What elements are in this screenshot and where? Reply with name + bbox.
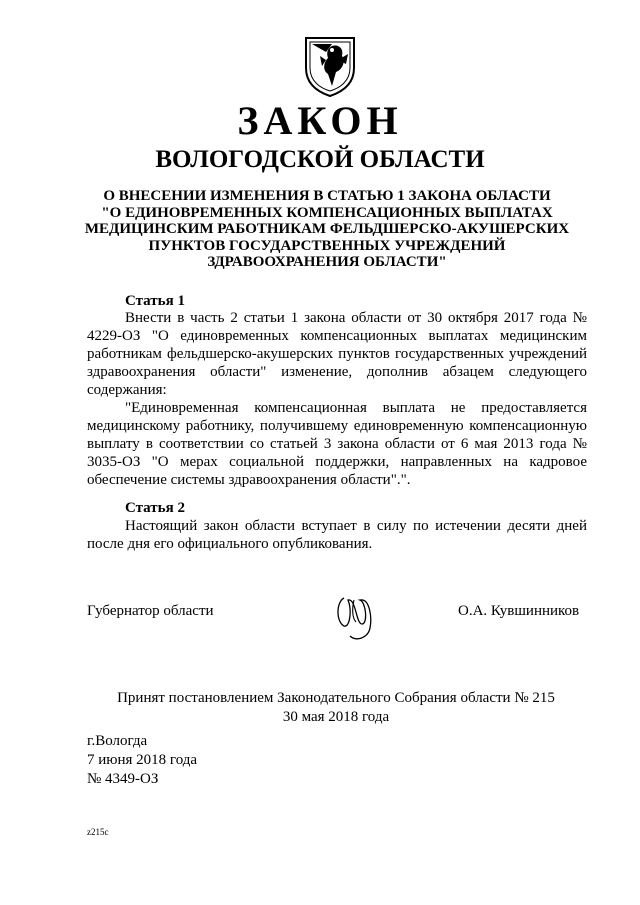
article-2-title: Статья 2 [125, 500, 185, 516]
adoption-note [0, 689, 640, 727]
article-1-paragraph-2: "Единовременная компенсационная выплата не предоставляется медицинскому работнику, получившему единовременную компенсационную выплату в соответствии со статьей 3 закона области от 6 мая 2013 года № 3035-ОЗ "О мерах социальной поддержки, направленных на кадровое обеспечение системы здравоохранения области".". [87, 400, 587, 488]
heading-line: О ВНЕСЕНИИ ИЗМЕНЕНИЯ В СТАТЬЮ 1 ЗАКОНА ОБЛАСТИ [103, 188, 551, 204]
coat-of-arms-icon [302, 34, 358, 98]
heading-line: МЕДИЦИНСКИМ РАБОТНИКАМ ФЕЛЬДШЕРСКО-АКУШЕРСКИХ [84, 221, 570, 237]
heading-line: ПУНКТОВ ГОСУДАРСТВЕННЫХ УЧРЕЖДЕНИЙ [148, 237, 506, 254]
article-1-title: Статья 1 [125, 293, 185, 309]
article-1-paragraph-1: Внести в часть 2 статьи 1 закона области от 30 октября 2017 года № 4229-ОЗ "О единовременных компенсационных выплатах медицинским работникам фельдшерско-акушерских пунктов государственных учреждений здравоохранения области" изменение, дополнив абзацем следующего содержания: [87, 310, 587, 398]
region-title: ВОЛОГОДСКОЙ ОБЛАСТИ [155, 146, 485, 173]
place-and-date [87, 732, 197, 789]
sign-date: 7 июня 2018 года [87, 752, 198, 768]
page-title: ЗАКОН [237, 98, 403, 143]
article-2-paragraph: Настоящий закон области вступает в силу по истечении десяти дней после дня его официального опубликования. [87, 518, 587, 552]
adoption-date: 30 мая 2018 года [282, 709, 390, 725]
signature-icon [326, 588, 382, 644]
heading-line: ЗДРАВООХРАНЕНИЯ ОБЛАСТИ" [207, 254, 447, 270]
governor-name: О.А. Кувшинников [458, 603, 580, 619]
heading-line: "О ЕДИНОВРЕМЕННЫХ КОМПЕНСАЦИОННЫХ ВЫПЛАТАХ [101, 204, 553, 221]
city: г.Вологда [87, 733, 148, 749]
document-code: z215c [87, 827, 109, 837]
law-heading [72, 188, 582, 271]
adoption-line: Принят постановлением Законодательного Собрания области № 215 [117, 690, 555, 706]
law-number: № 4349-ОЗ [87, 771, 159, 787]
governor-title: Губернатор области [87, 603, 214, 619]
